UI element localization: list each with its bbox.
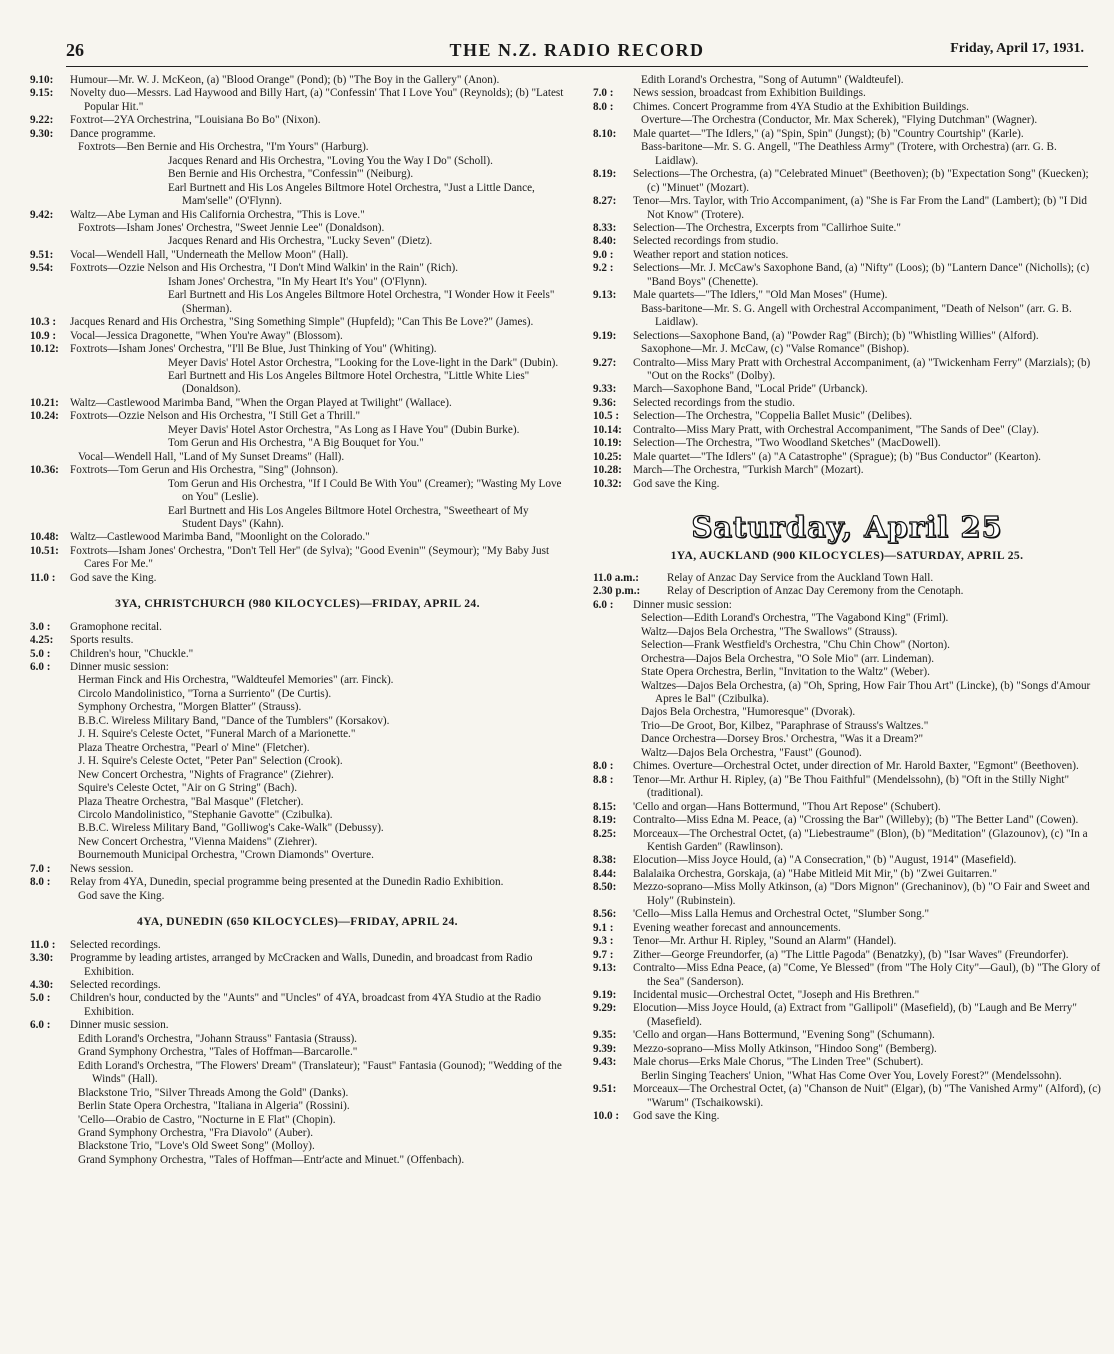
entry-time: 9.51: bbox=[30, 248, 54, 261]
programme-entry bbox=[30, 209, 565, 222]
programme-entry bbox=[593, 451, 1101, 464]
programme-entry bbox=[30, 952, 565, 979]
programme-entry bbox=[30, 410, 565, 423]
programme-subentry: Isham Jones' Orchestra, "In My Heart It's You" (O'Flynn). bbox=[168, 275, 428, 288]
programme-entry bbox=[593, 962, 1101, 989]
entry-text: Dance programme. bbox=[70, 127, 156, 140]
station-heading: 1YA, AUCKLAND (900 KILOCYCLES)—SATURDAY, APRIL 25. bbox=[670, 548, 1024, 562]
entry-text: Tenor—Mr. Arthur H. Ripley, "Sound an Alarm" (Handel). bbox=[633, 935, 897, 948]
entry-text: Vocal—Jessica Dragonette, "When You're Away" (Blossom). bbox=[70, 329, 343, 342]
entry-time: 9.19: bbox=[593, 989, 617, 1001]
entry-time: 10.28: bbox=[593, 464, 622, 477]
programme-entry bbox=[30, 74, 565, 87]
programme-entry bbox=[593, 195, 1101, 222]
entry-time: 9.42: bbox=[30, 208, 54, 221]
entry-text: Zither—George Freundorfer, (a) "The Little Pagoda" (Benatzky), (b) "Isar Waves" (Freundorfer). bbox=[633, 948, 1069, 961]
programme-subentry: Overture—The Orchestra (Conductor, Mr. Max Scherek), "Flying Dutchman" (Wagner). bbox=[641, 114, 1038, 127]
entry-time: 10.36: bbox=[30, 464, 59, 477]
entry-text: 'Cello and organ—Hans Bottermund, "Evening Song" (Schumann). bbox=[633, 1029, 935, 1042]
entry-time: 5.0 : bbox=[30, 992, 51, 1005]
programme-subentry: Edith Lorand's Orchestra, "The Flowers' Dream" (Translateur); "Faust" Fantasia (Gounod); "Wedding of the Winds" (Hall). bbox=[78, 1059, 562, 1086]
programme-entry bbox=[593, 330, 1101, 343]
entry-time: 9.13: bbox=[593, 289, 617, 302]
entry-text: 'Cello and organ—Hans Bottermund, "Thou Art Repose" (Schubert). bbox=[633, 800, 941, 813]
entry-text: Relay of Description of Anzac Day Ceremony from the Cenotaph. bbox=[667, 585, 964, 598]
entry-time: 9.36: bbox=[593, 396, 617, 409]
entry-time: 5.0 : bbox=[30, 647, 51, 660]
entry-text: Waltz—Castlewood Marimba Band, "When the Organ Played at Twilight" (Wallace). bbox=[70, 396, 452, 409]
entry-time: 8.50: bbox=[593, 881, 617, 894]
day-heading: Saturday, April 25 bbox=[691, 510, 1003, 545]
programme-entry bbox=[30, 87, 565, 114]
programme-entry bbox=[593, 1043, 1101, 1056]
entry-time: 8.0 : bbox=[593, 100, 614, 113]
entry-time: 8.38: bbox=[593, 854, 617, 867]
programme-subentry: Waltz—Dajos Bela Orchestra, "Faust" (Gounod). bbox=[641, 746, 862, 759]
programme-entry bbox=[593, 424, 1101, 437]
programme-subentry: Selection—Frank Westfield's Orchestra, "Chu Chin Chow" (Norton). bbox=[641, 639, 950, 652]
programme-subentry: Grand Symphony Orchestra, "Fra Diavolo" (Auber). bbox=[78, 1126, 314, 1139]
programme-entry bbox=[30, 531, 565, 544]
entry-time: 8.0 : bbox=[30, 876, 51, 889]
programme-entry bbox=[30, 1019, 565, 1032]
entry-time: 10.25: bbox=[593, 450, 622, 463]
programme-entry bbox=[30, 979, 565, 992]
programme-entry bbox=[593, 1002, 1101, 1029]
entry-time: 8.40: bbox=[593, 235, 617, 248]
programme-subentry: B.B.C. Wireless Military Band, "Dance of the Tumblers" (Korsakov). bbox=[78, 714, 390, 727]
entry-text: Elocution—Miss Joyce Hould, (a) "A Consecration," (b) "August, 1914" (Masefield). bbox=[633, 854, 1017, 867]
entry-time: 11.0 : bbox=[30, 571, 56, 584]
left-column bbox=[30, 74, 565, 1167]
entry-text: Tenor—Mrs. Taylor, with Trio Accompaniment, (a) "She is Far From the Land" (Lambert); (b) "I Did Not Know" (Trotere). bbox=[633, 195, 1087, 221]
entry-time: 9.19: bbox=[593, 329, 617, 342]
programme-entry bbox=[30, 863, 565, 876]
entry-time: 3.0 : bbox=[30, 620, 51, 633]
entry-text: Foxtrots—Ozzie Nelson and His Orchestra, "I Still Get a Thrill." bbox=[70, 410, 361, 423]
entry-text: Selection—The Orchestra, Excerpts from "Callirhoe Suite." bbox=[633, 221, 901, 234]
programme-entry bbox=[30, 621, 565, 634]
entry-text: News session, broadcast from Exhibition Buildings. bbox=[633, 87, 866, 100]
programme-subentry: New Concert Orchestra, "Vienna Maidens" (Ziehrer). bbox=[78, 835, 318, 848]
programme-subentry: Edith Lorand's Orchestra, "Song of Autumn" (Waldteufel). bbox=[641, 74, 904, 86]
programme-entry bbox=[593, 464, 1101, 477]
entry-text: Contralto—Miss Edna Peace, (a) "Come, Ye Blessed" (from "The Holy City"—Gaul), (b) "The Glory of the Sea" (Sanderson). bbox=[633, 962, 1101, 988]
entry-text: Foxtrot—2YA Orchestrina, "Louisiana Bo Bo" (Nixon). bbox=[70, 114, 321, 127]
entry-text: Morceaux—The Orchestral Octet, (a) "Chanson de Nuit" (Elgar), (b) "The Vanished Army" (Alford), (c) "Warum" (Tschaikowski). bbox=[633, 1083, 1101, 1109]
programme-subentry: Blackstone Trio, "Love's Old Sweet Song" (Molloy). bbox=[78, 1140, 315, 1153]
entry-time: 4.25: bbox=[30, 634, 54, 647]
entry-time: 8.56: bbox=[593, 908, 617, 921]
page-number: 26 bbox=[66, 40, 84, 60]
station-heading: 4YA, DUNEDIN (650 KILOCYCLES)—FRIDAY, APRIL 24. bbox=[137, 915, 458, 929]
entry-time: 10.5 : bbox=[593, 410, 620, 423]
entry-text: Mezzo-soprano—Miss Molly Atkinson, "Hindoo Song" (Bemberg). bbox=[633, 1042, 937, 1055]
entry-time: 10.51: bbox=[30, 544, 59, 557]
entry-time: 11.0 a.m.: bbox=[593, 571, 639, 584]
entry-text: Male quartet—"The Idlers," (a) "Spin, Spin" (Jungst); (b) "Country Courtship" (Karle). bbox=[633, 127, 1024, 140]
entry-time: 9.39: bbox=[593, 1042, 617, 1055]
entry-time: 10.48: bbox=[30, 531, 59, 544]
entry-text: Waltz—Castlewood Marimba Band, "Moonlight on the Colorado." bbox=[70, 531, 370, 544]
programme-subentry: Earl Burtnett and His Los Angeles Biltmore Hotel Orchestra, "Just a Little Dance, Mam'selle" (O'Flynn). bbox=[168, 181, 535, 208]
programme-subentry: Bournemouth Municipal Orchestra, "Crown Diamonds" Overture. bbox=[78, 849, 374, 862]
programme-entry bbox=[30, 545, 565, 572]
entry-time: 8.8 : bbox=[593, 773, 614, 786]
programme-entry bbox=[593, 101, 1101, 114]
entry-time: 4.30: bbox=[30, 979, 54, 991]
entry-time: 8.44: bbox=[593, 867, 617, 880]
programme-entry bbox=[30, 262, 565, 275]
entry-time: 8.19: bbox=[593, 814, 617, 827]
programme-entry bbox=[30, 128, 565, 141]
entry-text: Foxtrots—Isham Jones' Orchestra, "Don't Tell Her" (de Sylva); "Good Evenin'" (Seymour); "My Baby Just Cares For Me." bbox=[70, 544, 550, 571]
entry-time: 7.0 : bbox=[593, 87, 614, 100]
programme-entry bbox=[30, 316, 565, 329]
entry-text: Foxtrots—Isham Jones' Orchestra, "I'll Be Blue, Just Thinking of You" (Whiting). bbox=[70, 343, 437, 356]
programme-entry bbox=[593, 599, 1101, 612]
entry-time: 10.19: bbox=[593, 437, 622, 450]
programme-entry bbox=[593, 585, 1101, 598]
programme-entry bbox=[593, 222, 1101, 235]
programme-entry bbox=[593, 814, 1101, 827]
programme-subentry: Berlin Singing Teachers' Union, "What Has Come Over You, Lovely Forest?" (Mendelssohn). bbox=[641, 1069, 1062, 1082]
entry-text: Foxtrots—Ozzie Nelson and His Orchestra, "I Don't Mind Walkin' in the Rain" (Rich). bbox=[70, 262, 459, 275]
entry-time: 11.0 : bbox=[30, 938, 56, 951]
programme-subentry: Plaza Theatre Orchestra, "Pearl o' Mine" (Fletcher). bbox=[78, 741, 310, 754]
programme-subentry: Vocal—Wendell Hall, "Land of My Sunset Dreams" (Hall). bbox=[78, 450, 345, 463]
entry-text: News session. bbox=[70, 862, 134, 875]
programme-subentry: Circolo Mandolinistico, "Stephanie Gavotte" (Czibulka). bbox=[78, 809, 333, 822]
programme-entry bbox=[30, 249, 565, 262]
entry-text: Programme by leading artistes, arranged by McCracken and Walls, Dunedin, and broadcast from Radio Exhibition. bbox=[70, 952, 533, 978]
entry-time: 9.7 : bbox=[593, 948, 614, 961]
programme-entry bbox=[593, 249, 1101, 262]
entry-time: 9.43: bbox=[593, 1056, 617, 1069]
entry-text: Incidental music—Orchestral Octet, "Joseph and His Brethren." bbox=[633, 989, 920, 1001]
programme-entry bbox=[30, 330, 565, 343]
entry-text: Dinner music session: bbox=[70, 661, 169, 674]
entry-text: Contralto—Miss Mary Pratt, with Orchestral Accompaniment, "The Sands of Dee" (Clay). bbox=[633, 423, 1039, 436]
programme-entry bbox=[593, 922, 1101, 935]
entry-time: 10.14: bbox=[593, 423, 622, 436]
entry-text: Contralto—Miss Edna M. Peace, (a) "Crossing the Bar" (Willeby); (b) "The Better Land" (Cowen). bbox=[633, 814, 1079, 827]
programme-subentry: Saxophone—Mr. J. McCaw, (c) "Valse Romance" (Bishop). bbox=[641, 343, 910, 356]
programme-subentry: Foxtrots—Ben Bernie and His Orchestra, "I'm Yours" (Harburg). bbox=[78, 141, 369, 154]
programme-subentry: Herman Finck and His Orchestra, "Waldteufel Memories" (arr. Finck). bbox=[78, 674, 394, 687]
programme-entry bbox=[593, 774, 1101, 801]
entry-text: Weather report and station notices. bbox=[633, 248, 789, 261]
entry-text: Selected recordings. bbox=[70, 938, 161, 951]
programme-subentry: Symphony Orchestra, "Morgen Blatter" (Strauss). bbox=[78, 701, 302, 714]
programme-subentry: Plaza Theatre Orchestra, "Bal Masque" (Fletcher). bbox=[78, 795, 304, 808]
entry-time: 2.30 p.m.: bbox=[593, 585, 641, 598]
programme-entry bbox=[593, 168, 1101, 195]
entry-time: 10.32: bbox=[593, 477, 622, 490]
entry-time: 8.33: bbox=[593, 221, 617, 234]
programme-subentry: State Opera Orchestra, Berlin, "Invitation to the Waltz" (Weber). bbox=[641, 666, 930, 679]
programme-entry bbox=[30, 572, 565, 585]
entry-text: Selections—Saxophone Band, (a) "Powder Rag" (Birch); (b) "Whistling Willies" (Alford). bbox=[633, 329, 1039, 342]
programme-entry bbox=[593, 572, 1101, 585]
entry-text: Jacques Renard and His Orchestra, "Sing Something Simple" (Hupfeld); "Can This Be Love?" (James). bbox=[70, 316, 534, 329]
entry-text: March—The Orchestra, "Turkish March" (Mozart). bbox=[633, 464, 864, 477]
programme-subentry: Jacques Renard and His Orchestra, "Lucky Seven" (Dietz). bbox=[168, 235, 433, 248]
programme-entry bbox=[593, 87, 1101, 100]
entry-text: Selected recordings from studio. bbox=[633, 235, 779, 248]
entry-text: Tenor—Mr. Arthur H. Ripley, (a) "Be Thou Faithful" (Mendelssohn), (b) "Oft in the Stilly Night" (traditional). bbox=[633, 773, 1070, 800]
entry-time: 9.10: bbox=[30, 74, 54, 86]
entry-time: 9.30: bbox=[30, 127, 54, 140]
programme-entry bbox=[593, 437, 1101, 450]
entry-text: Waltz—Abe Lyman and His California Orchestra, "This is Love." bbox=[70, 208, 365, 221]
entry-text: Chimes. Overture—Orchestral Octet, under direction of Mr. Harold Baxter, "Egmont" (Beethoven). bbox=[633, 760, 1079, 773]
entry-text: God save the King. bbox=[633, 1110, 720, 1123]
entry-time: 10.24: bbox=[30, 410, 59, 423]
programme-subentry: Grand Symphony Orchestra, "Tales of Hoffman—Entr'acte and Minuet." (Offenbach). bbox=[78, 1153, 465, 1166]
entry-text: 'Cello—Miss Lalla Hemus and Orchestral Octet, "Slumber Song." bbox=[633, 908, 930, 921]
entry-time: 8.19: bbox=[593, 168, 617, 181]
entry-text: March—Saxophone Band, "Local Pride" (Urbanck). bbox=[633, 383, 868, 396]
programme-entry bbox=[593, 881, 1101, 908]
entry-time: 9.27: bbox=[593, 356, 617, 369]
programme-entry bbox=[593, 1110, 1101, 1123]
entry-text: God save the King. bbox=[633, 477, 720, 490]
programme-subentry: Trio—De Groot, Bor, Kilbez, "Paraphrase of Strauss's Waltzes." bbox=[641, 719, 929, 732]
entry-text: Children's hour, conducted by the "Aunts" and "Uncles" of 4YA, broadcast from 4YA Studio at the Radio Exhibition. bbox=[70, 992, 541, 1018]
issue-date: Friday, April 17, 1931. bbox=[950, 41, 1084, 56]
programme-entry bbox=[30, 876, 565, 889]
entry-text: Children's hour, "Chuckle." bbox=[70, 647, 194, 660]
programme-entry bbox=[593, 128, 1101, 141]
programme-subentry: Berlin State Opera Orchestra, "Italiana in Algeria" (Rossini). bbox=[78, 1100, 350, 1113]
programme-subentry: Squire's Celeste Octet, "Air on G String" (Bach). bbox=[78, 782, 298, 795]
entry-time: 7.0 : bbox=[30, 862, 51, 875]
entry-text: Relay of Anzac Day Service from the Auckland Town Hall. bbox=[667, 571, 934, 584]
entry-time: 9.2 : bbox=[593, 262, 614, 275]
programme-subentry: B.B.C. Wireless Military Band, "Golliwog's Cake-Walk" (Debussy). bbox=[78, 822, 384, 835]
entry-time: 9.35: bbox=[593, 1029, 617, 1042]
programme-subentry: God save the King. bbox=[78, 889, 165, 902]
programme-subentry: Orchestra—Dajos Bela Orchestra, "O Sole Mio" (arr. Lindeman). bbox=[641, 652, 935, 665]
programme-subentry: Circolo Mandolinistico, "Torna a Surriento" (De Curtis). bbox=[78, 687, 332, 700]
programme-entry bbox=[593, 357, 1101, 384]
entry-time: 8.10: bbox=[593, 127, 617, 140]
entry-time: 9.1 : bbox=[593, 921, 614, 934]
programme-entry bbox=[593, 383, 1101, 396]
entry-text: Foxtrots—Tom Gerun and His Orchestra, "Sing" (Johnson). bbox=[70, 464, 339, 477]
programme-entry bbox=[593, 989, 1101, 1002]
entry-time: 6.0 : bbox=[30, 1019, 51, 1032]
entry-time: 9.15: bbox=[30, 87, 54, 100]
programme-entry bbox=[593, 1029, 1101, 1042]
entry-text: Vocal—Wendell Hall, "Underneath the Mellow Moon" (Hall). bbox=[70, 248, 349, 261]
programme-subentry: Meyer Davis' Hotel Astor Orchestra, "As Long as I Have You" (Dubin Burke). bbox=[168, 423, 520, 436]
programme-subentry: Waltz—Dajos Bela Orchestra, "The Swallows" (Strauss). bbox=[641, 625, 898, 638]
entry-text: Male chorus—Erks Male Chorus, "The Linden Tree" (Schubert). bbox=[633, 1056, 924, 1069]
entry-text: Male quartets—"The Idlers," "Old Man Moses" (Hume). bbox=[633, 289, 888, 302]
programme-entry bbox=[593, 908, 1101, 921]
programme-entry bbox=[593, 854, 1101, 867]
programme-entry bbox=[593, 262, 1101, 289]
programme-entry bbox=[593, 868, 1101, 881]
entry-time: 9.51: bbox=[593, 1083, 617, 1096]
entry-time: 8.27: bbox=[593, 195, 617, 208]
programme-subentry: Bass-baritone—Mr. S. G. Angell with Orchestral Accompaniment, "Death of Nelson" (arr. G. B. Laidlaw). bbox=[641, 302, 1072, 329]
entry-text: Elocution—Miss Joyce Hould, (a) Extract from "Gallipoli" (Masefield), (b) "Laugh and Be Merry" (Masefield). bbox=[633, 1002, 1077, 1028]
entry-time: 8.0 : bbox=[593, 760, 614, 773]
programme-entry bbox=[30, 114, 565, 127]
entry-time: 10.12: bbox=[30, 343, 59, 356]
programme-subentry: 'Cello—Orabio de Castro, "Nocturne in E Flat" (Chopin). bbox=[78, 1113, 336, 1126]
programme-subentry: Tom Gerun and His Orchestra, "If I Could Be With You" (Creamer); "Wasting My Love on You" (Leslie). bbox=[168, 477, 562, 504]
entry-time: 10.3 : bbox=[30, 316, 57, 329]
entry-text: Selected recordings from the studio. bbox=[633, 396, 795, 409]
programme-entry bbox=[593, 397, 1101, 410]
programme-entry bbox=[593, 235, 1101, 248]
entry-text: Evening weather forecast and announcements. bbox=[633, 921, 841, 934]
page-header bbox=[66, 40, 1088, 67]
entry-time: 9.13: bbox=[593, 962, 617, 975]
programme-subentry: New Concert Orchestra, "Nights of Fragrance" (Ziehrer). bbox=[78, 768, 334, 781]
programme-subentry: Earl Burtnett and His Los Angeles Biltmore Hotel Orchestra, "Little White Lies" (Donaldson). bbox=[168, 369, 530, 396]
entry-text: Morceaux—The Orchestral Octet, (a) "Liebestraume" (Blon), (b) "Meditation" (Glazounov), (c) "In a Kentish Garden" (Rawlinson). bbox=[633, 827, 1088, 854]
entry-text: Selection—The Orchestra, "Two Woodland Sketches" (MacDowell). bbox=[633, 437, 941, 450]
programme-subentry: Blackstone Trio, "Silver Threads Among the Gold" (Danks). bbox=[78, 1086, 349, 1099]
entry-text: Chimes. Concert Programme from 4YA Studio at the Exhibition Buildings. bbox=[633, 100, 969, 113]
entry-text: Gramophone recital. bbox=[70, 620, 162, 633]
entry-time: 9.33: bbox=[593, 383, 617, 396]
entry-time: 9.0 : bbox=[593, 248, 614, 261]
programme-entry bbox=[30, 661, 565, 674]
entry-text: Balalaika Orchestra, Gorskaja, (a) "Habe Mitleid Mit Mir," (b) "Zwei Guitarren." bbox=[633, 867, 997, 880]
programme-entry bbox=[593, 410, 1101, 423]
programme-subentry: Earl Burtnett and His Los Angeles Biltmore Hotel Orchestra, "Sweetheart of My Student Days" (Kahn). bbox=[168, 504, 529, 530]
programme-subentry: Foxtrots—Isham Jones' Orchestra, "Sweet Jennie Lee" (Donaldson). bbox=[78, 221, 385, 234]
entry-text: Selections—Mr. J. McCaw's Saxophone Band, (a) "Nifty" (Loos); (b) "Lantern Dance" (Nicholls); (c) "Band Boys" (Chenette). bbox=[633, 262, 1090, 288]
programme-entry bbox=[30, 464, 565, 477]
programme-subentry: Dajos Bela Orchestra, "Humoresque" (Dvorak). bbox=[641, 706, 856, 719]
programme-entry bbox=[593, 801, 1101, 814]
programme-entry bbox=[593, 478, 1101, 491]
programme-subentry: Tom Gerun and His Orchestra, "A Big Bouquet for You." bbox=[168, 437, 424, 450]
entry-time: 10.21: bbox=[30, 396, 59, 409]
entry-time: 8.15: bbox=[593, 800, 617, 813]
programme-entry bbox=[593, 949, 1101, 962]
publication-title: THE N.Z. RADIO RECORD bbox=[449, 40, 705, 60]
entry-text: Sports results. bbox=[70, 634, 134, 647]
programme-subentry: Bass-baritone—Mr. S. G. Angell, "The Deathless Army" (Trotere, with Orchestra) (arr. G. B. Laidlaw). bbox=[641, 141, 1057, 167]
entry-time: 6.0 : bbox=[30, 661, 51, 674]
programme-subentry: Selection—Edith Lorand's Orchestra, "The Vagabond King" (Friml). bbox=[641, 612, 949, 625]
entry-text: Selections—The Orchestra, (a) "Celebrated Minuet" (Beethoven); (b) "Expectation Song" (Kuecken); (c) "Minuet" (Mozart). bbox=[633, 168, 1089, 194]
programme-entry bbox=[593, 289, 1101, 302]
entry-time: 10.9 : bbox=[30, 329, 57, 342]
programme-entry bbox=[30, 939, 565, 952]
programme-entry bbox=[30, 992, 565, 1019]
programme-entry bbox=[593, 1056, 1101, 1069]
entry-time: 9.3 : bbox=[593, 935, 614, 948]
entry-time: 8.25: bbox=[593, 827, 617, 840]
programme-subentry: Ben Bernie and His Orchestra, "Confessin'" (Neiburg). bbox=[168, 168, 414, 181]
programme-entry bbox=[593, 760, 1101, 773]
entry-text: Selection—The Orchestra, "Coppelia Ballet Music" (Delibes). bbox=[633, 410, 913, 423]
programme-subentry: Jacques Renard and His Orchestra, "Loving You the Way I Do" (Scholl). bbox=[168, 154, 493, 167]
entry-text: Contralto—Miss Mary Pratt with Orchestral Accompaniment, (a) "Twickenham Ferry" (Marzials); (b) "Out on the Rocks" (Dolby). bbox=[633, 356, 1091, 382]
entry-time: 9.29: bbox=[593, 1002, 617, 1015]
programme-entry bbox=[30, 634, 565, 647]
programme-subentry: J. H. Squire's Celeste Octet, "Funeral March of a Marionette." bbox=[78, 728, 356, 741]
entry-text: Dinner music session: bbox=[633, 598, 732, 611]
entry-time: 9.22: bbox=[30, 114, 54, 127]
entry-text: Selected recordings. bbox=[70, 979, 161, 991]
entry-text: Relay from 4YA, Dunedin, special programme being presented at the Dunedin Radio Exhibition. bbox=[70, 876, 504, 889]
entry-text: Novelty duo—Messrs. Lad Haywood and Billy Hart, (a) "Confessin' That I Love You" (Reynolds); (b) "Latest Popular Hit." bbox=[70, 87, 564, 113]
programme-entry bbox=[593, 935, 1101, 948]
programme-subentry: Edith Lorand's Orchestra, "Johann Strauss" Fantasia (Strauss). bbox=[78, 1032, 357, 1045]
right-column bbox=[593, 74, 1101, 1124]
entry-text: Male quartet—"The Idlers" (a) "A Catastrophe" (Sprague); (b) "Bus Conductor" (Kearton). bbox=[633, 450, 1041, 463]
programme-subentry: J. H. Squire's Celeste Octet, "Peter Pan" Selection (Crook). bbox=[78, 755, 343, 768]
programme-entry bbox=[593, 1083, 1101, 1110]
programme-subentry: Dance Orchestra—Dorsey Bros.' Orchestra, "Was it a Dream?" bbox=[641, 733, 924, 746]
programme-subentry: Grand Symphony Orchestra, "Tales of Hoffman—Barcarolle." bbox=[78, 1046, 358, 1059]
entry-time: 3.30: bbox=[30, 952, 54, 965]
programme-entry bbox=[30, 343, 565, 356]
programme-entry bbox=[30, 397, 565, 410]
station-heading: 3YA, CHRISTCHURCH (980 KILOCYCLES)—FRIDAY, APRIL 24. bbox=[115, 597, 480, 611]
programme-subentry: Meyer Davis' Hotel Astor Orchestra, "Looking for the Love-light in the Dark" (Dubin). bbox=[168, 356, 559, 369]
programme-subentry: Waltzes—Dajos Bela Orchestra, (a) "Oh, Spring, How Fair Thou Art" (Lincke), (b) "Songs d'Amour Apres le Bal" (Czibulka). bbox=[641, 679, 1091, 706]
entry-text: Humour—Mr. W. J. McKeon, (a) "Blood Orange" (Pond); (b) "The Boy in the Gallery" (Anon). bbox=[70, 74, 500, 86]
entry-text: God save the King. bbox=[70, 571, 157, 584]
programme-subentry: Earl Burtnett and His Los Angeles Biltmore Hotel Orchestra, "I Wonder How it Feels" (Sherman). bbox=[168, 289, 555, 315]
entry-text: Dinner music session. bbox=[70, 1019, 169, 1032]
programme-entry bbox=[593, 828, 1101, 855]
programme-entry bbox=[30, 648, 565, 661]
entry-text: Mezzo-soprano—Miss Molly Atkinson, (a) "Dors Mignon" (Grechaninov), (b) "O Fair and Sweet and Holy" (Rubinstein). bbox=[633, 881, 1090, 907]
entry-time: 6.0 : bbox=[593, 598, 614, 611]
entry-time: 9.54: bbox=[30, 262, 54, 275]
entry-time: 10.0 : bbox=[593, 1110, 620, 1123]
